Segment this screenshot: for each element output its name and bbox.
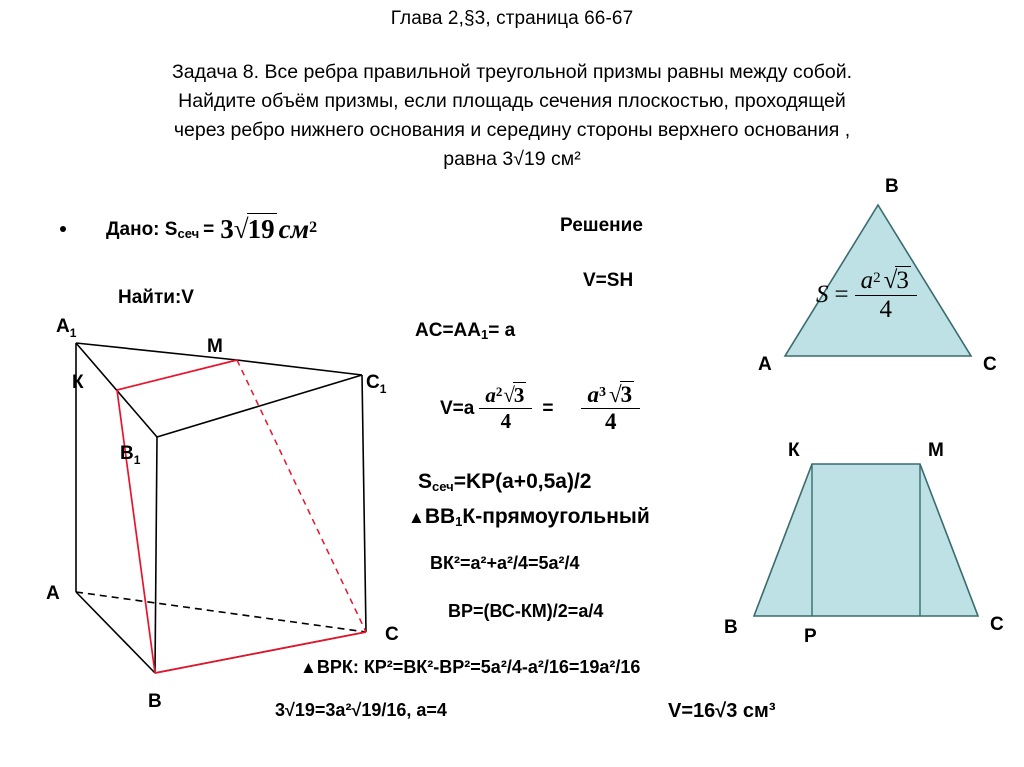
solution-right-triangle-name: BB (424, 505, 456, 528)
sqrt-icon: √3 (883, 267, 909, 294)
solution-edge-equality-sub: 1 (480, 327, 489, 342)
triangle-formula-numerator (855, 266, 917, 295)
problem-line-1: Задача 8. Все ребра правильной треугольной призмы равны между собой. (171, 61, 853, 83)
trapezoid-figure (700, 430, 1024, 660)
triangle-label-c: C (983, 354, 997, 375)
frac2-radicand: 3 (620, 382, 633, 407)
triangle-area-formula (816, 266, 917, 324)
triangle-frac-exponent: 2 (873, 270, 881, 286)
prism-hidden-edges (76, 592, 366, 632)
solution-section-area (418, 470, 591, 494)
triangle-label-b: B (885, 176, 899, 197)
trapezoid-label-m: М (928, 440, 944, 461)
trapezoid-shape (754, 464, 978, 616)
page-title: Глава 2,§3, страница 66-67 (390, 8, 634, 29)
frac2-exponent: 3 (598, 385, 606, 400)
sqrt-icon: √3 (608, 382, 633, 407)
edge-a-b (76, 592, 155, 673)
edge-b1-b (155, 437, 157, 673)
triangle-icon: ▲ (300, 658, 317, 677)
prism-label-a: A (46, 583, 60, 604)
sqrt-icon: √3 (503, 383, 525, 407)
triangle-formula-s: S (816, 281, 829, 308)
solution-edge-equality-tail: = a (488, 320, 516, 341)
solution-section-area-sub: сеч (432, 479, 454, 494)
frac1-base: a (485, 383, 496, 407)
prism-diagram (0, 0, 420, 767)
problem-line-4: равна 3√19 см² (443, 148, 581, 170)
frac1-radicand: 3 (513, 383, 525, 407)
solution-bpk-text: ВРК: КР²=ВК²-ВР²=5а²/4-а²/16=19а²/16 (316, 657, 641, 677)
find-label: Найти:V (118, 287, 194, 308)
solution-right-triangle-claim (408, 505, 650, 529)
trapezoid-label-b: B (724, 617, 738, 638)
given-unit-exponent: 2 (309, 219, 318, 236)
prism-label-a1: $A_1$ (56, 316, 77, 340)
solution-fraction-1-denominator: 4 (479, 408, 532, 434)
solution-answer: V=16√3 см³ (668, 700, 776, 722)
solution-bpk-line (300, 657, 640, 678)
problem-line-2: Найдите объём призмы, если площадь сечения плоскостью, проходящей (178, 90, 846, 112)
solution-edge-equality (415, 320, 515, 342)
solution-bp-line: ВР=(ВС-КМ)/2=а/4 (448, 601, 604, 621)
prism-label-c1: $C_1$ (366, 372, 387, 396)
solution-right-triangle-tail: К-прямоугольный (462, 505, 650, 528)
solution-fraction-2-denominator: 4 (581, 408, 640, 435)
triangle-label-a: A (758, 354, 772, 375)
solution-derivation-equals: = (542, 397, 554, 419)
given-radicand: 19 (247, 214, 275, 244)
edge-a-c-hidden (76, 592, 366, 632)
solution-right-triangle-sub: 1 (455, 514, 463, 529)
given-coefficient: 3 (220, 214, 234, 244)
prism-solid-edges (76, 343, 366, 673)
section-edge-k-b (117, 390, 155, 673)
frac1-exponent: 2 (495, 384, 503, 399)
solution-section-area-rest: =KP(a+0,5a)/2 (453, 470, 592, 493)
prism-section-hidden (237, 360, 366, 632)
problem-line-3: через ребро нижнего основания и середину стороны верхнего основания , (173, 119, 851, 141)
frac2-base: a (587, 382, 599, 407)
solution-equation-line: 3√19=3а²√19/16, а=4 (275, 700, 447, 720)
triangle-frac-radicand: 3 (896, 267, 909, 294)
given-unit: см (278, 214, 310, 244)
solution-edge-equality-text: AC=AA (415, 320, 481, 341)
triangle-formula-equals: = (834, 281, 849, 308)
solution-title: Решение (560, 215, 643, 236)
given-equals: = (203, 218, 215, 240)
solution-fraction-2 (581, 382, 640, 435)
solution-volume-derivation (440, 382, 640, 435)
prism-label-m: М (207, 336, 223, 357)
solution-section-area-symbol: S (418, 470, 433, 493)
prism-label-k: К (72, 372, 84, 393)
solution-volume-lead: V=a (440, 397, 475, 419)
solution-volume-formula: V=SH (583, 270, 634, 291)
solution-fraction-1 (479, 383, 532, 434)
triangle-frac-base: a (860, 267, 874, 294)
edge-c1-c (362, 375, 366, 632)
solution-fraction-1-numerator (479, 383, 532, 408)
solution-bk-line: ВК²=а²+а²/4=5а²/4 (430, 553, 580, 573)
prism-label-b1: $B_1$ (120, 443, 141, 467)
section-edge-k-m (117, 360, 237, 390)
edge-m-c1 (237, 360, 362, 375)
trapezoid-label-c: C (990, 614, 1004, 635)
trapezoid-label-k: К (788, 440, 800, 461)
given-label-text: Дано: S (106, 218, 178, 240)
section-edge-m-c-hidden (237, 360, 366, 632)
solution-fraction-2-numerator (581, 382, 640, 408)
given-label-subscript: сеч (177, 225, 200, 241)
edge-a1-b1 (76, 343, 157, 437)
edge-b1-c1 (157, 375, 362, 437)
trapezoid-label-p: Р (804, 626, 817, 647)
triangle-icon: ▲ (408, 508, 425, 527)
sqrt-icon: √19 (233, 214, 275, 244)
triangle-formula-denominator: 4 (855, 295, 917, 324)
prism-label-c: C (385, 624, 399, 645)
prism-label-b: B (148, 691, 162, 712)
triangle-formula-fraction (855, 266, 917, 324)
